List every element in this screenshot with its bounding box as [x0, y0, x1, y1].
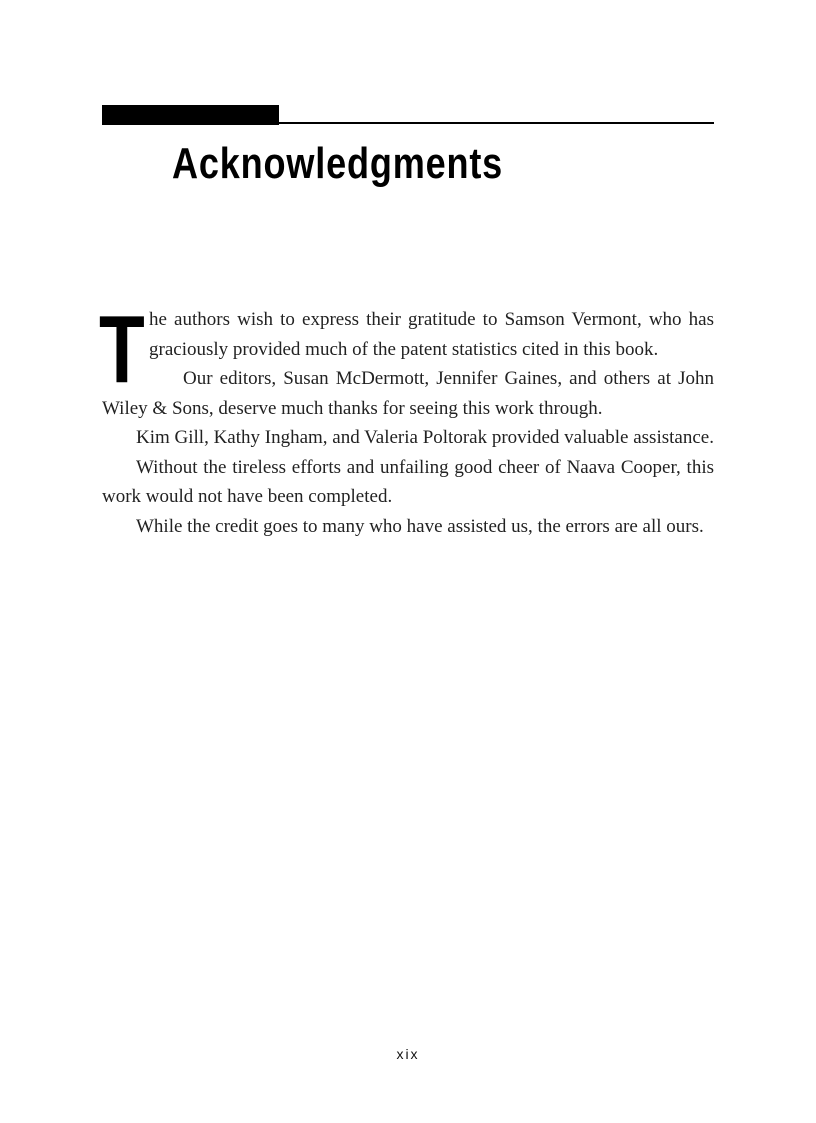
heading-rule-thick — [102, 105, 279, 125]
body-text — [99, 296, 714, 541]
paragraph-2: Our editors, Susan McDermott, Jennifer Gaines, and others at John Wiley & Sons, deserve much thanks for seeing this work through. — [102, 368, 714, 419]
paragraph-5: While the credit goes to many who have assisted us, the errors are all ours. — [136, 515, 704, 537]
paragraph-4: Without the tireless efforts and unfailing good cheer of Naava Cooper, this work would not have been completed. — [102, 456, 714, 507]
page-number: xix — [396, 1046, 420, 1062]
heading-rule-thin — [279, 122, 714, 124]
paragraph-1-text: he authors wish to express their gratitude to Samson Vermont, who has graciously provided much of the patent statistics cited in this book. — [149, 309, 714, 360]
paragraph-3: Kim Gill, Kathy Ingham, and Valeria Poltorak provided valuable assistance. — [136, 427, 714, 448]
page-title: Acknowledgments — [172, 139, 504, 188]
drop-cap: T — [99, 296, 145, 403]
